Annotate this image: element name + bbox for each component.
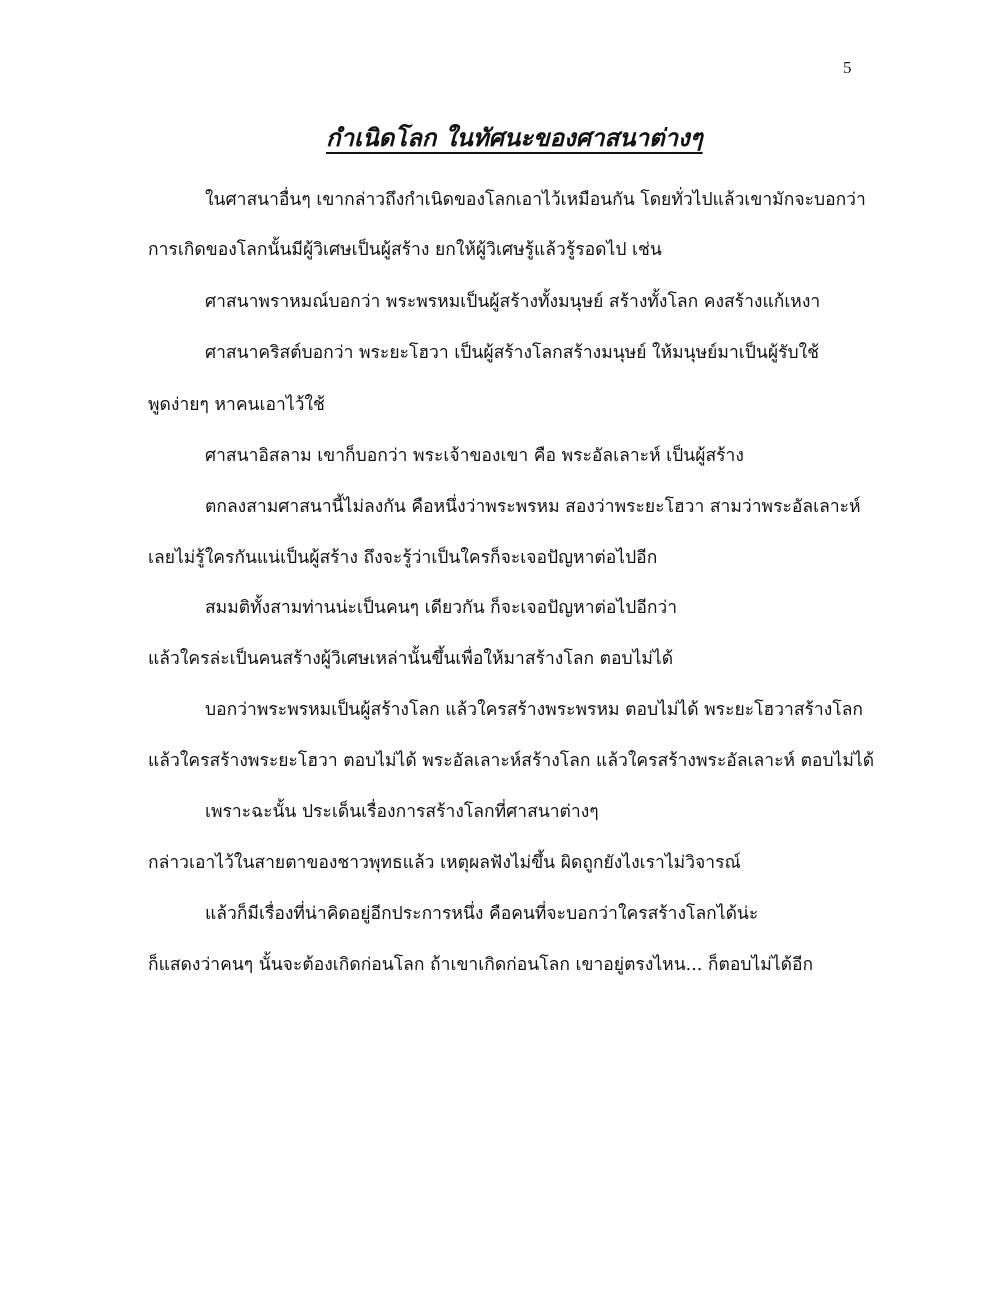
paragraph-line: เลยไม่รู้ใครกันแน่เป็นผู้สร้าง ถึงจะรู้ว่าเป็นใครก็จะเจอปัญหาต่อไปอีก bbox=[148, 548, 658, 568]
paragraph-line: บอกว่าพระพรหมเป็นผู้สร้างโลก แล้วใครสร้างพระพรหม ตอบไม่ได้ พระยะโฮวาสร้างโลก bbox=[205, 700, 864, 720]
paragraph-line: พูดง่ายๆ หาคนเอาไว้ใช้ bbox=[148, 395, 325, 415]
page-number: 5 bbox=[843, 58, 852, 77]
paragraph-line: ในศาสนาอื่นๆ เขากล่าวถึงกำเนิดของโลกเอาไว้เหมือนกัน โดยทั่วไปแล้วเขามักจะบอกว่า bbox=[205, 190, 866, 210]
paragraph-line: เพราะฉะนั้น ประเด็นเรื่องการสร้างโลกที่ศาสนาต่างๆ bbox=[205, 802, 599, 822]
paragraph-line: ศาสนาพราหมณ์บอกว่า พระพรหมเป็นผู้สร้างทั้งมนุษย์ สร้างทั้งโลก คงสร้างแก้เหงา bbox=[205, 292, 821, 312]
paragraph-line: การเกิดของโลกนั้นมีผู้วิเศษเป็นผู้สร้าง ยกให้ผู้วิเศษรู้แล้วรู้รอดไป เช่น bbox=[148, 240, 662, 260]
page-title: กำเนิดโลก ในทัศนะของศาสนาต่างๆ bbox=[326, 123, 703, 152]
paragraph-line: แล้วใครล่ะเป็นคนสร้างผู้วิเศษเหล่านั้นขึ้นเพื่อให้มาสร้างโลก ตอบไม่ได้ bbox=[148, 649, 674, 669]
paragraph-line: กล่าวเอาไว้ในสายตาของชาวพุทธแล้ว เหตุผลฟังไม่ขึ้น ผิดถูกยังไงเราไม่วิจารณ์ bbox=[148, 853, 741, 873]
paragraph-line: ก็แสดงว่าคนๆ นั้นจะต้องเกิดก่อนโลก ถ้าเขาเกิดก่อนโลก เขาอยู่ตรงไหน... ก็ตอบไม่ได้อีก bbox=[148, 955, 814, 975]
paragraph-line: แล้วก็มีเรื่องที่น่าคิดอยู่อีกประการหนึ่ง คือคนที่จะบอกว่าใครสร้างโลกได้น่ะ bbox=[205, 904, 759, 924]
paragraph-line: สมมติทั้งสามท่านน่ะเป็นคนๆ เดียวกัน ก็จะเจอปัญหาต่อไปอีกว่า bbox=[205, 598, 678, 618]
paragraph-line: ศาสนาคริสต์บอกว่า พระยะโฮวา เป็นผู้สร้างโลกสร้างมนุษย์ ให้มนุษย์มาเป็นผู้รับใช้ bbox=[205, 343, 820, 363]
paragraph-line: ตกลงสามศาสนานี้ไม่ลงกัน คือหนึ่งว่าพระพรหม สองว่าพระยะโฮวา สามว่าพระอัลเลาะห์ bbox=[205, 497, 861, 517]
paragraph-line: ศาสนาอิสลาม เขาก็บอกว่า พระเจ้าของเขา คือ พระอัลเลาะห์ เป็นผู้สร้าง bbox=[205, 446, 744, 466]
paragraph-line: แล้วใครสร้างพระยะโฮวา ตอบไม่ได้ พระอัลเลาะห์สร้างโลก แล้วใครสร้างพระอัลเลาะห์ ตอบไม่ได้ bbox=[148, 751, 875, 771]
